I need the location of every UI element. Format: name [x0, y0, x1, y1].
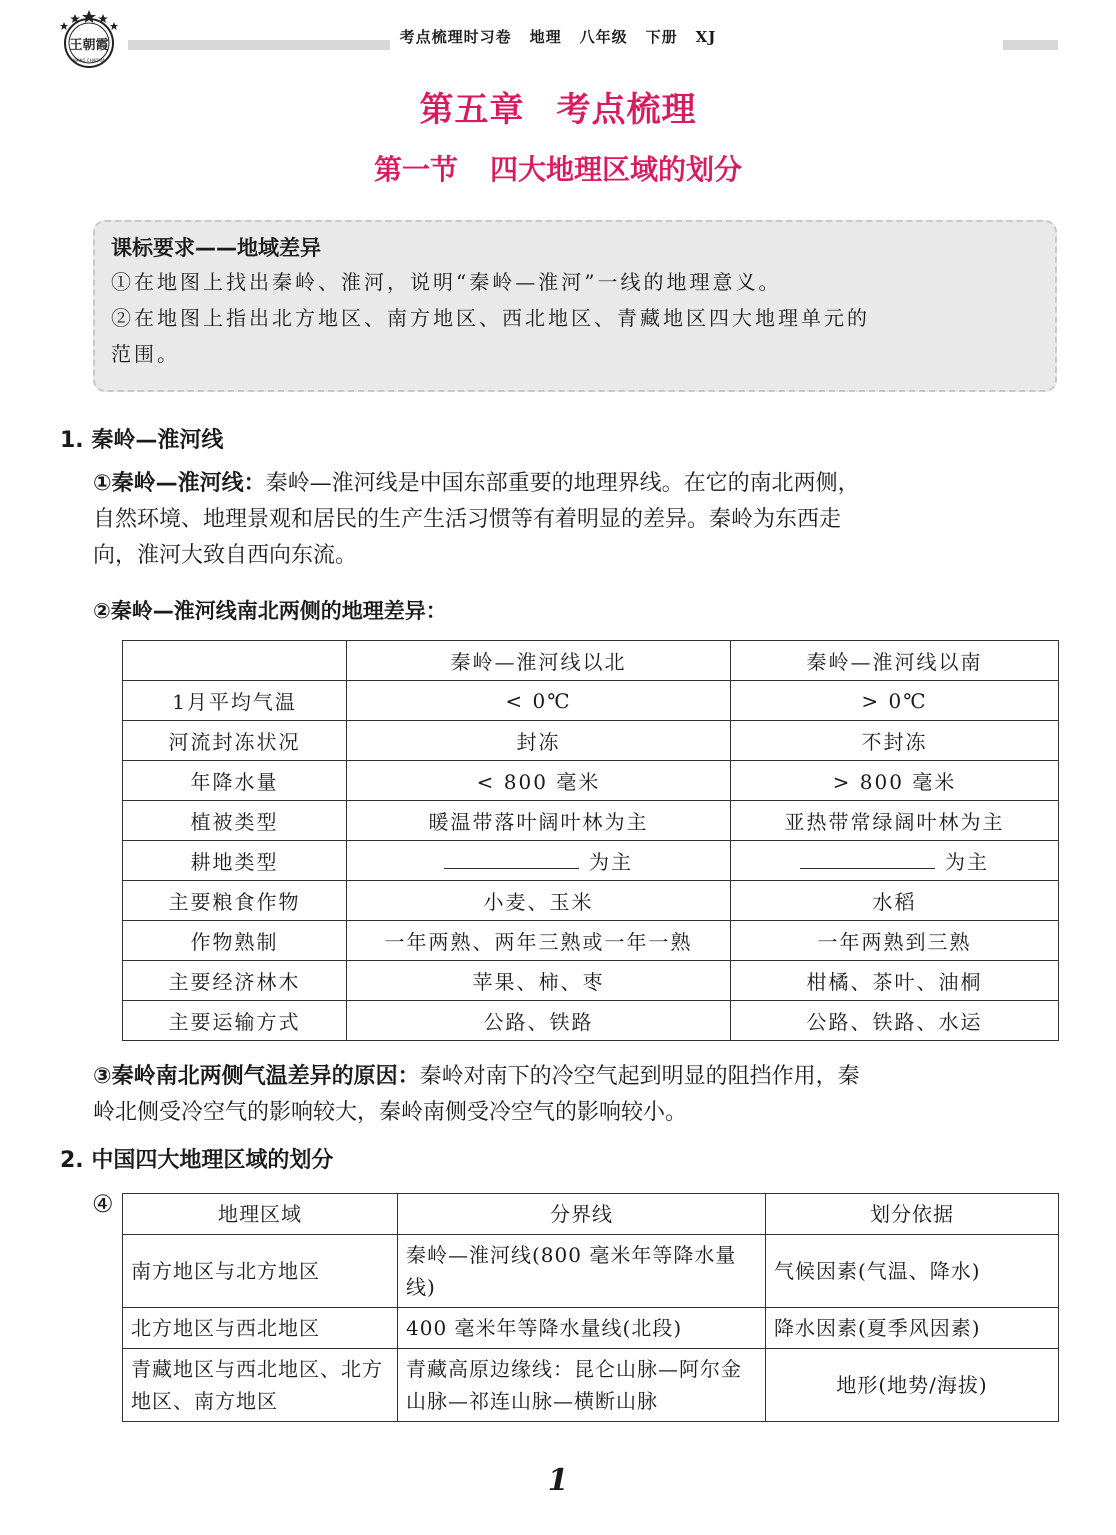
table-cell: 暖温带落叶阔叶林为主: [347, 801, 731, 841]
header-subject: 地理: [529, 28, 562, 46]
table-row: [123, 681, 1059, 721]
table-cell: < 800 毫米: [347, 761, 731, 801]
table-row: [123, 761, 1059, 801]
part1-table-heading: ②秦岭—淮河线南北两侧的地理差异：: [93, 599, 447, 623]
table-header-cell: 秦岭—淮河线以南: [731, 641, 1059, 681]
p3-label: ③秦岭南北两侧气温差异的原因：: [93, 1064, 420, 1089]
header-series: 考点梳理时习卷: [399, 28, 512, 46]
table-cell: 1月平均气温: [123, 681, 347, 721]
chapter-number: 第五章: [419, 90, 525, 130]
table-cell: 青藏地区与西北地区、北方地区、南方地区: [123, 1349, 398, 1422]
svg-text:王朝霞: 王朝霞: [69, 38, 109, 53]
table-cell: 柑橘、茶叶、油桐: [731, 961, 1059, 1001]
table-cell: > 0℃: [731, 681, 1059, 721]
fill-in-suffix: 为主: [945, 850, 989, 874]
p1-line: 自然环境、地理景观和居民的生产生活习惯等有着明显的差异。秦岭为东西走: [93, 507, 842, 532]
chapter-name: 考点梳理: [556, 90, 697, 130]
table-cell: 一年两熟到三熟: [731, 921, 1059, 961]
table-cell: 植被类型: [123, 801, 347, 841]
table-cell: 水稻: [731, 881, 1059, 921]
part1-heading: 1. 秦岭—淮河线: [60, 428, 224, 453]
table-cell: 南方地区与北方地区: [123, 1235, 398, 1308]
header-grade: 八年级: [579, 28, 628, 46]
table-cell: 主要粮食作物: [123, 881, 347, 921]
answer-blank[interactable]: [800, 846, 935, 869]
answer-blank[interactable]: [444, 846, 579, 869]
table-cell: 秦岭—淮河线(800 毫米年等降水量线): [398, 1235, 766, 1308]
part1-paragraph-1: [93, 466, 1063, 574]
table-row: [123, 1349, 1059, 1422]
table-header-row: [123, 641, 1059, 681]
p3-line: 岭北侧受冷空气的影响较大，秦岭南侧受冷空气的影响较小。: [93, 1100, 688, 1125]
table-row: [123, 801, 1059, 841]
table-cell: 耕地类型: [123, 841, 347, 881]
circle-number-4: ④: [92, 1190, 114, 1218]
table-header-cell: 地理区域: [123, 1194, 398, 1235]
table-row: [123, 1235, 1059, 1308]
table-cell: 河流封冻状况: [123, 721, 347, 761]
page-number: 1: [547, 1463, 569, 1498]
region-division-table: [122, 1193, 1059, 1422]
table-cell: 青藏高原边缘线：昆仑山脉—阿尔金山脉—祁连山脉—横断山脉: [398, 1349, 766, 1422]
table-cell: 400 毫米年等降水量线(北段): [398, 1308, 766, 1349]
table-header-cell: 秦岭—淮河线以北: [347, 641, 731, 681]
table-cell: 公路、铁路、水运: [731, 1001, 1059, 1041]
p1-line: 秦岭—淮河线是中国东部重要的地理界线。在它的南北两侧，: [265, 471, 860, 496]
section-number: 第一节: [373, 153, 458, 186]
table-cell: 地形(地势/海拔): [766, 1349, 1059, 1422]
north-south-comparison-table: [122, 640, 1059, 1041]
table-cell: > 800 毫米: [731, 761, 1059, 801]
running-header: [0, 26, 1116, 47]
requirements-box: [93, 220, 1057, 392]
part1-paragraph-3: [93, 1059, 1063, 1131]
table-cell: 主要运输方式: [123, 1001, 347, 1041]
chapter-title: [0, 82, 1116, 131]
table-cell: 作物熟制: [123, 921, 347, 961]
requirements-title: 课标要求——地域差异: [111, 236, 321, 260]
header-volume: 下册: [645, 28, 678, 46]
table-header-cell: [123, 641, 347, 681]
fill-in-suffix: 为主: [589, 850, 633, 874]
requirement-item: ①在地图上找出秦岭、淮河，说明“秦岭—淮河”一线的地理意义。: [111, 270, 782, 294]
requirement-item: ②在地图上指出北方地区、南方地区、西北地区、青藏地区四大地理单元的: [111, 306, 870, 330]
table-cell: 封冻: [347, 721, 731, 761]
table-row: [123, 921, 1059, 961]
section-name: 四大地理区域的划分: [490, 153, 743, 186]
table-cell: 降水因素(夏季风因素): [766, 1308, 1059, 1349]
table-row: [123, 961, 1059, 1001]
svg-text:WANG CHAOXIA: WANG CHAOXIA: [73, 58, 105, 63]
table-cell: 亚热带常绿阔叶林为主: [731, 801, 1059, 841]
table-cell: 苹果、柿、枣: [347, 961, 731, 1001]
table-row: [123, 721, 1059, 761]
header-edition: XJ: [695, 28, 717, 46]
table-row: [123, 1001, 1059, 1041]
table-cell: < 0℃: [347, 681, 731, 721]
table-header-row: [123, 1194, 1059, 1235]
table-row: [123, 841, 1059, 881]
fill-in-cell: [347, 841, 731, 881]
table-row: [123, 1308, 1059, 1349]
table-cell: 北方地区与西北地区: [123, 1308, 398, 1349]
table-cell: 主要经济林木: [123, 961, 347, 1001]
table-header-cell: 分界线: [398, 1194, 766, 1235]
table-cell: 公路、铁路: [347, 1001, 731, 1041]
table-cell: 一年两熟、两年三熟或一年一熟: [347, 921, 731, 961]
p1-label: ①秦岭—淮河线：: [93, 471, 266, 496]
table-cell: 年降水量: [123, 761, 347, 801]
part2-heading: 2. 中国四大地理区域的划分: [60, 1148, 334, 1173]
fill-in-cell: [731, 841, 1059, 881]
requirement-item: 范围。: [111, 342, 180, 366]
section-title: [0, 148, 1116, 188]
p3-line: 秦岭对南下的冷空气起到明显的阻挡作用，秦: [419, 1064, 860, 1089]
p1-line: 向，淮河大致自西向东流。: [93, 543, 358, 568]
table-cell: 不封冻: [731, 721, 1059, 761]
table-cell: 小麦、玉米: [347, 881, 731, 921]
table-header-cell: 划分依据: [766, 1194, 1059, 1235]
table-cell: 气候因素(气温、降水): [766, 1235, 1059, 1308]
table-row: [123, 881, 1059, 921]
